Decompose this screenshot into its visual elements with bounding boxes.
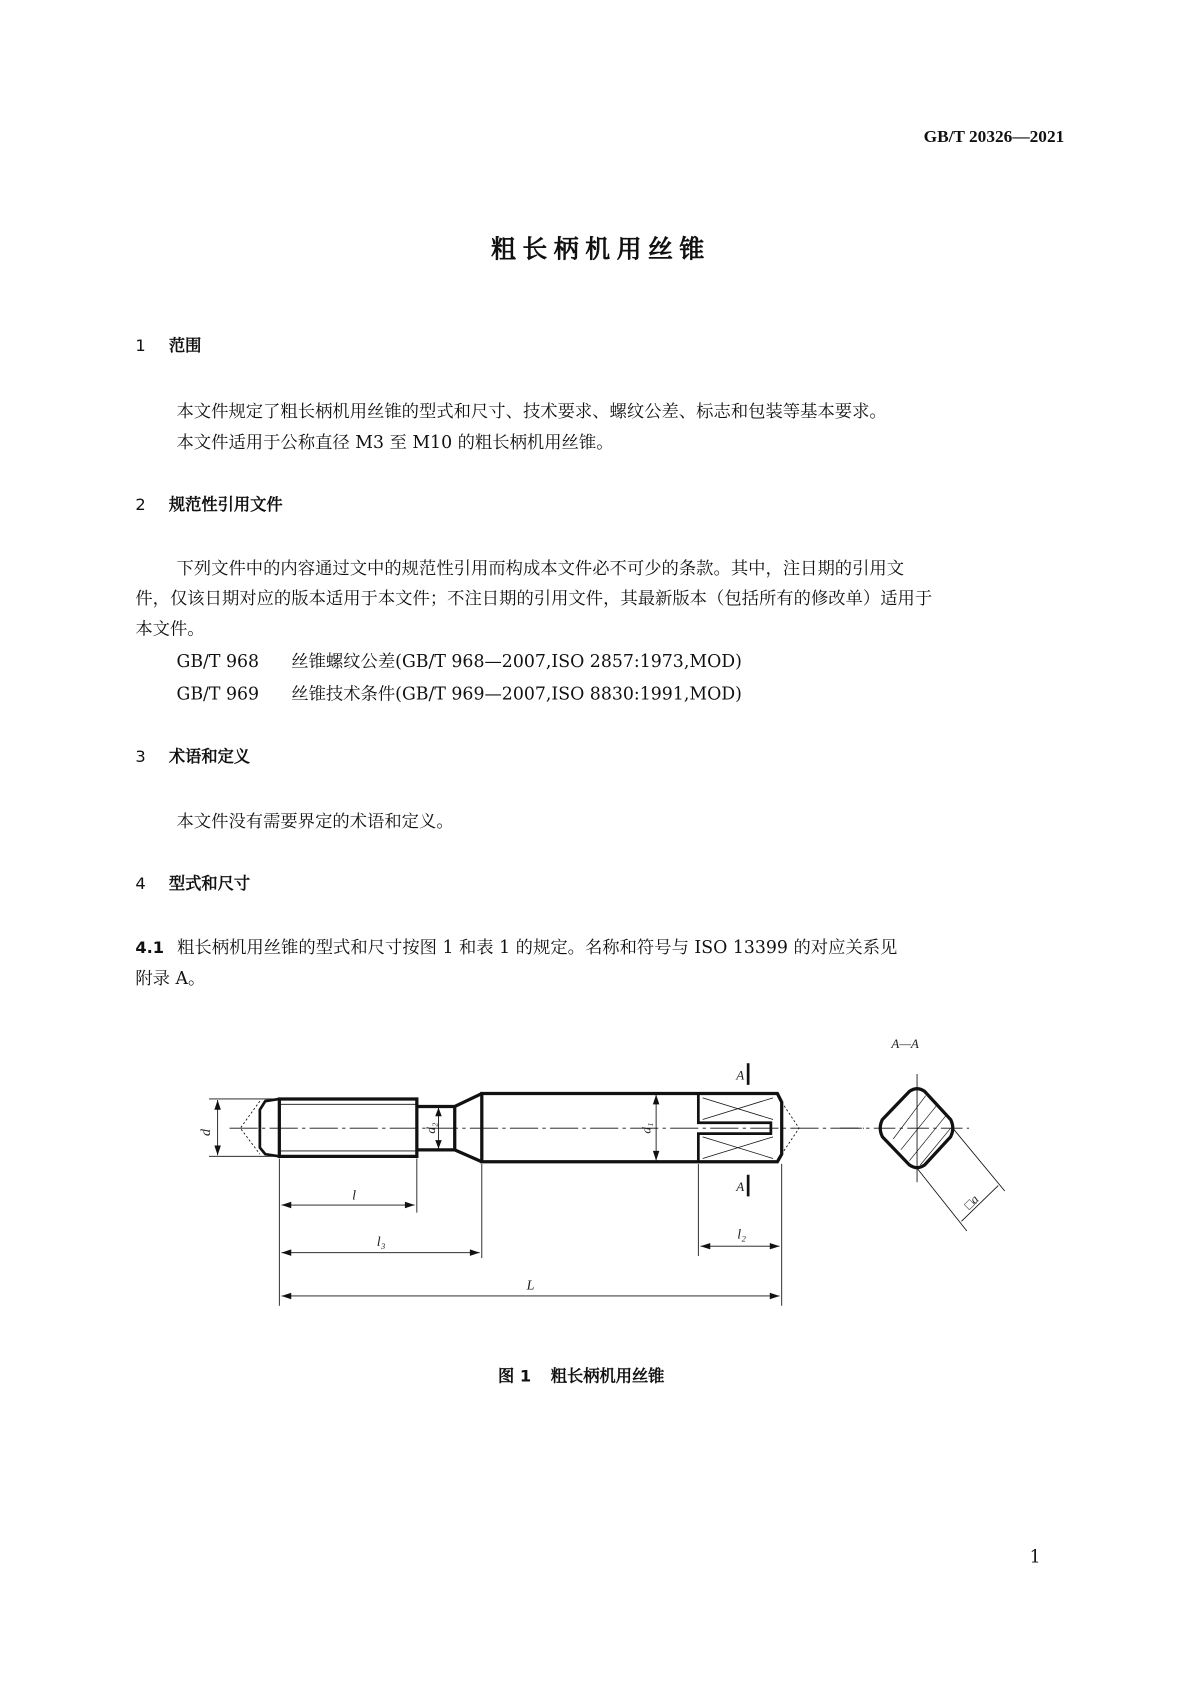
- section-number: 1: [135, 335, 146, 356]
- paragraph-line: 件，仅该日期对应的版本适用于本文件；不注日期的引用文件，其最新版本（包括所有的修改单）适用于: [135, 587, 933, 609]
- caption-number: 图 1: [498, 1366, 532, 1386]
- paragraph: 本文件没有需要界定的术语和定义。: [176, 810, 454, 832]
- shank: [482, 1094, 782, 1162]
- figure-caption: [498, 1364, 664, 1387]
- standard-number: GB/T 20326—2021: [923, 127, 1065, 147]
- thread-section: [279, 1099, 417, 1156]
- section-number: 4: [135, 873, 146, 894]
- label-section-top: A: [736, 1067, 745, 1083]
- thread-chamfer: [260, 1099, 279, 1156]
- reference-text: 丝锥技术条件(GB/T 969—2007,ISO 8830:1991,MOD): [291, 683, 742, 704]
- section-number: 2: [135, 494, 146, 515]
- reference-code: GB/T 968: [176, 650, 260, 672]
- page-number: 1: [1029, 1546, 1041, 1567]
- label-section-bottom: A: [736, 1178, 745, 1194]
- caption-title: 粗长柄机用丝锥: [550, 1366, 665, 1386]
- paragraph: 本文件规定了粗长柄机用丝锥的型式和尺寸、技术要求、螺纹公差、标志和包装等基本要求。: [176, 400, 887, 422]
- section-title: 范围: [168, 335, 202, 356]
- square-drive: [698, 1094, 771, 1162]
- paragraph-line: 附录 A。: [135, 967, 206, 989]
- section-title: 规范性引用文件: [168, 494, 283, 515]
- reference-code: GB/T 969: [176, 683, 260, 704]
- label-d2: d₂: [423, 1122, 439, 1134]
- label-l: l: [352, 1187, 357, 1204]
- label-d: d: [198, 1128, 215, 1137]
- label-section-view: A—A: [891, 1036, 919, 1052]
- section-title: 型式和尺寸: [168, 873, 251, 894]
- section-title: 术语和定义: [168, 747, 251, 767]
- label-square-a: □a: [960, 1191, 982, 1213]
- subsection-number: 4.1: [135, 937, 165, 958]
- paragraph: 本文件适用于公称直径 M3 至 M10 的粗长柄机用丝锥。: [176, 431, 614, 453]
- label-l3: l₃: [376, 1234, 386, 1251]
- paragraph-line: 本文件。: [135, 618, 205, 639]
- label-l2: l₂: [737, 1226, 747, 1243]
- paragraph-line: 下列文件中的内容通过文中的规范性引用而构成本文件必不可少的条款。其中，注日期的引用文: [176, 557, 905, 579]
- paragraph-line: 粗长柄机用丝锥的型式和尺寸按图 1 和表 1 的规定。名称和符号与 ISO 13399 的对应关系见: [177, 936, 898, 958]
- section-number: 3: [135, 747, 146, 767]
- reference-text: 丝锥螺纹公差(GB/T 968—2007,ISO 2857:1973,MOD): [291, 650, 742, 672]
- label-d1: d₁: [638, 1122, 654, 1134]
- label-L: L: [526, 1277, 535, 1294]
- document-title: 粗长柄机用丝锥: [491, 236, 711, 265]
